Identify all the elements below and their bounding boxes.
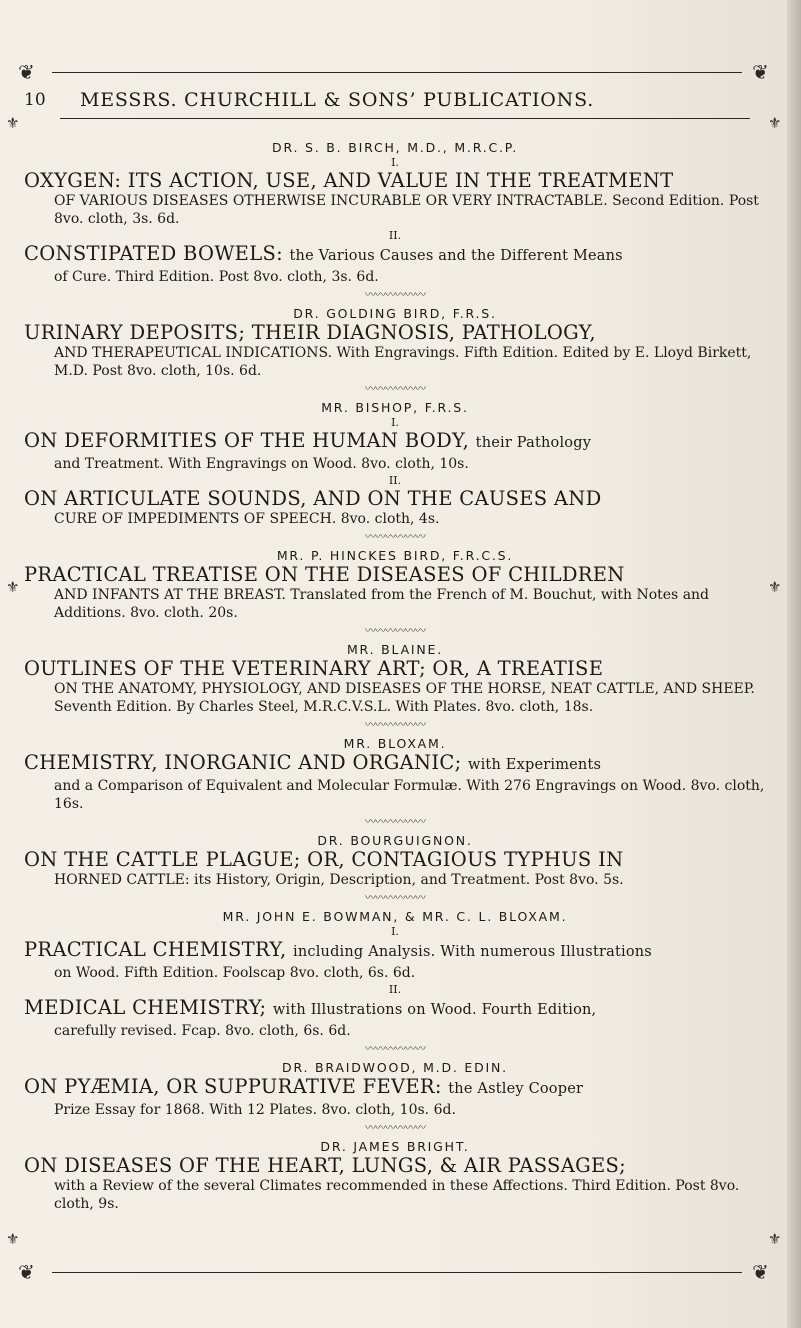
volume-numeral: I. bbox=[391, 925, 399, 938]
publication-description: of Cure. Third Edition. Post 8vo. cloth, 3s. 6d. bbox=[54, 269, 379, 285]
publication-entry bbox=[24, 475, 766, 528]
author-heading: DR. S. B. BIRCH, M.D., M.R.C.P. bbox=[272, 140, 518, 155]
author-heading: MR. BLOXAM. bbox=[343, 736, 447, 751]
author-heading: DR. BRAIDWOOD, M.D. EDIN. bbox=[282, 1060, 508, 1075]
volume-numeral: II. bbox=[388, 229, 402, 242]
volume-numeral: I. bbox=[391, 156, 399, 169]
publication-title-continuation: their Pathology bbox=[475, 435, 592, 451]
corner-ornament-top-left: ❦ bbox=[18, 60, 35, 84]
publication-entry bbox=[24, 751, 766, 813]
author-heading: MR. BISHOP, F.R.S. bbox=[321, 400, 469, 415]
wavy-divider: 〰〰〰〰〰〰 bbox=[365, 530, 425, 543]
publication-entry bbox=[24, 417, 766, 473]
publication-title-line bbox=[24, 321, 766, 344]
corner-ornament-top-right: ❦ bbox=[752, 60, 769, 84]
side-ornament-left-bottom: ⚜ bbox=[6, 1230, 20, 1248]
publication-title-continuation: including Analysis. With numerous Illustrations bbox=[293, 944, 652, 960]
publication-title: MEDICAL CHEMISTRY; bbox=[24, 996, 267, 1019]
corner-ornament-bottom-right: ❦ bbox=[752, 1260, 769, 1284]
publication-description: on Wood. Fifth Edition. Foolscap 8vo. cloth, 6s. 6d. bbox=[54, 965, 416, 981]
publication-description: carefully revised. Fcap. 8vo. cloth, 6s. 6d. bbox=[54, 1023, 351, 1039]
publication-entry bbox=[24, 657, 766, 716]
author-section bbox=[24, 626, 766, 716]
publication-title: OXYGEN: ITS ACTION, USE, AND VALUE IN THE TREATMENT bbox=[24, 169, 674, 192]
author-section bbox=[24, 290, 766, 380]
publication-title-line bbox=[24, 169, 766, 192]
publication-title-line bbox=[24, 563, 766, 586]
page-spine-edge bbox=[787, 0, 801, 1328]
author-heading: MR. P. HINCKES BIRD, F.R.C.S. bbox=[276, 548, 514, 563]
publication-title: URINARY DEPOSITS; THEIR DIAGNOSIS, PATHOLOGY, bbox=[24, 321, 596, 344]
side-ornament-right-mid: ⚜ bbox=[768, 578, 782, 596]
publication-title-continuation: the Astley Cooper bbox=[448, 1081, 584, 1097]
running-title: MESSRS. CHURCHILL & SONS’ PUBLICATIONS. bbox=[80, 89, 595, 111]
publication-title: ON THE CATTLE PLAGUE; OR, CONTAGIOUS TYPHUS IN bbox=[24, 848, 624, 871]
top-border-rule bbox=[52, 72, 742, 73]
volume-numeral: II. bbox=[388, 474, 402, 487]
author-section bbox=[24, 532, 766, 622]
volume-numeral: II. bbox=[388, 983, 402, 996]
publication-title: ON DEFORMITIES OF THE HUMAN BODY, bbox=[24, 429, 470, 452]
wavy-divider: 〰〰〰〰〰〰 bbox=[365, 382, 425, 395]
publication-title: ON ARTICULATE SOUNDS, AND ON THE CAUSES AND bbox=[24, 487, 602, 510]
side-ornament-left-mid: ⚜ bbox=[6, 578, 20, 596]
publication-entry bbox=[24, 321, 766, 380]
publication-title-line bbox=[24, 848, 766, 871]
corner-ornament-bottom-left: ❦ bbox=[18, 1260, 35, 1284]
publication-entry bbox=[24, 1075, 766, 1119]
author-section bbox=[24, 1123, 766, 1213]
publication-title-continuation: the Various Causes and the Different Means bbox=[289, 248, 623, 264]
author-section bbox=[24, 384, 766, 528]
publication-title-continuation: with Illustrations on Wood. Fourth Edition, bbox=[272, 1002, 597, 1018]
publication-title: CONSTIPATED BOWELS: bbox=[24, 242, 283, 265]
author-section bbox=[24, 1044, 766, 1119]
publication-title: ON DISEASES OF THE HEART, LUNGS, & AIR PASSAGES; bbox=[24, 1154, 627, 1177]
author-heading: MR. BLAINE. bbox=[346, 642, 444, 657]
publication-description: and Treatment. With Engravings on Wood. 8vo. cloth, 10s. bbox=[54, 456, 469, 472]
publication-entry bbox=[24, 1154, 766, 1213]
publication-title: CHEMISTRY, INORGANIC AND ORGANIC; bbox=[24, 751, 462, 774]
volume-numeral: I. bbox=[391, 416, 399, 429]
author-section bbox=[24, 893, 766, 1040]
wavy-divider: 〰〰〰〰〰〰 bbox=[365, 1121, 425, 1134]
publication-entry bbox=[24, 563, 766, 622]
publication-title-line bbox=[24, 657, 766, 680]
publication-title: PRACTICAL TREATISE ON THE DISEASES OF CHILDREN bbox=[24, 563, 625, 586]
publication-title-line bbox=[24, 996, 766, 1022]
publication-description: CURE OF IMPEDIMENTS OF SPEECH. 8vo. cloth, 4s. bbox=[54, 511, 440, 527]
author-heading: DR. GOLDING BIRD, F.R.S. bbox=[293, 306, 497, 321]
publication-entry bbox=[24, 926, 766, 982]
header-underline-rule bbox=[60, 118, 750, 119]
publication-title-line bbox=[24, 242, 766, 268]
publication-entry bbox=[24, 848, 766, 889]
publication-title-line bbox=[24, 429, 766, 455]
author-heading: DR. JAMES BRIGHT. bbox=[320, 1139, 470, 1154]
author-heading: MR. JOHN E. BOWMAN, & MR. C. L. BLOXAM. bbox=[222, 909, 568, 924]
publication-description: with a Review of the several Climates recommended in these Affections. Third Edition. Post 8vo. cloth, 9s. bbox=[54, 1178, 740, 1212]
publication-description: AND INFANTS AT THE BREAST. Translated from the French of M. Bouchut, with Notes and Additions. 8vo. cloth. 20s. bbox=[54, 587, 710, 621]
publication-title: OUTLINES OF THE VETERINARY ART; OR, A TREATISE bbox=[24, 657, 604, 680]
side-ornament-right-top: ⚜ bbox=[768, 114, 782, 132]
publication-title-continuation: with Experiments bbox=[467, 757, 602, 773]
publication-entry bbox=[24, 157, 766, 228]
publication-title-line bbox=[24, 751, 766, 777]
publication-title: ON PYÆMIA, OR SUPPURATIVE FEVER: bbox=[24, 1075, 442, 1098]
publication-title: PRACTICAL CHEMISTRY, bbox=[24, 938, 287, 961]
publication-description: ON THE ANATOMY, PHYSIOLOGY, AND DISEASES OF THE HORSE, NEAT CATTLE, AND SHEEP. Seventh Edition. By Charles Steel, M.R.C.V.S.L. With Plates. 8vo. cloth, 18s. bbox=[54, 681, 755, 715]
publication-entry bbox=[24, 984, 766, 1040]
author-section bbox=[24, 140, 766, 286]
publication-title-line bbox=[24, 1075, 766, 1101]
side-ornament-left-top: ⚜ bbox=[6, 114, 20, 132]
publication-description: HORNED CATTLE: its History, Origin, Description, and Treatment. Post 8vo. 5s. bbox=[54, 872, 624, 888]
wavy-divider: 〰〰〰〰〰〰 bbox=[365, 288, 425, 301]
publication-title-line bbox=[24, 1154, 766, 1177]
wavy-divider: 〰〰〰〰〰〰 bbox=[365, 624, 425, 637]
wavy-divider: 〰〰〰〰〰〰 bbox=[365, 815, 425, 828]
publication-entry bbox=[24, 230, 766, 286]
wavy-divider: 〰〰〰〰〰〰 bbox=[365, 891, 425, 904]
side-ornament-right-bottom: ⚜ bbox=[768, 1230, 782, 1248]
author-section bbox=[24, 720, 766, 813]
wavy-divider: 〰〰〰〰〰〰 bbox=[365, 1042, 425, 1055]
publication-list bbox=[24, 140, 766, 1213]
author-section bbox=[24, 817, 766, 889]
author-heading: DR. BOURGUIGNON. bbox=[317, 833, 473, 848]
wavy-divider: 〰〰〰〰〰〰 bbox=[365, 718, 425, 731]
page-number: 10 bbox=[24, 90, 46, 110]
publication-description: Prize Essay for 1868. With 12 Plates. 8vo. cloth, 10s. 6d. bbox=[54, 1102, 456, 1118]
publication-title-line bbox=[24, 487, 766, 510]
publication-description: and a Comparison of Equivalent and Molecular Formulæ. With 276 Engravings on Wood. 8vo. cloth, 16s. bbox=[54, 778, 765, 812]
bottom-border-rule bbox=[52, 1272, 742, 1273]
publication-title-line bbox=[24, 938, 766, 964]
publication-description: OF VARIOUS DISEASES OTHERWISE INCURABLE OR VERY INTRACTABLE. Second Edition. Post 8vo. cloth, 3s. 6d. bbox=[54, 193, 759, 227]
publication-description: AND THERAPEUTICAL INDICATIONS. With Engravings. Fifth Edition. Edited by E. Lloyd Birkett, M.D. Post 8vo. cloth, 10s. 6d. bbox=[54, 345, 752, 379]
